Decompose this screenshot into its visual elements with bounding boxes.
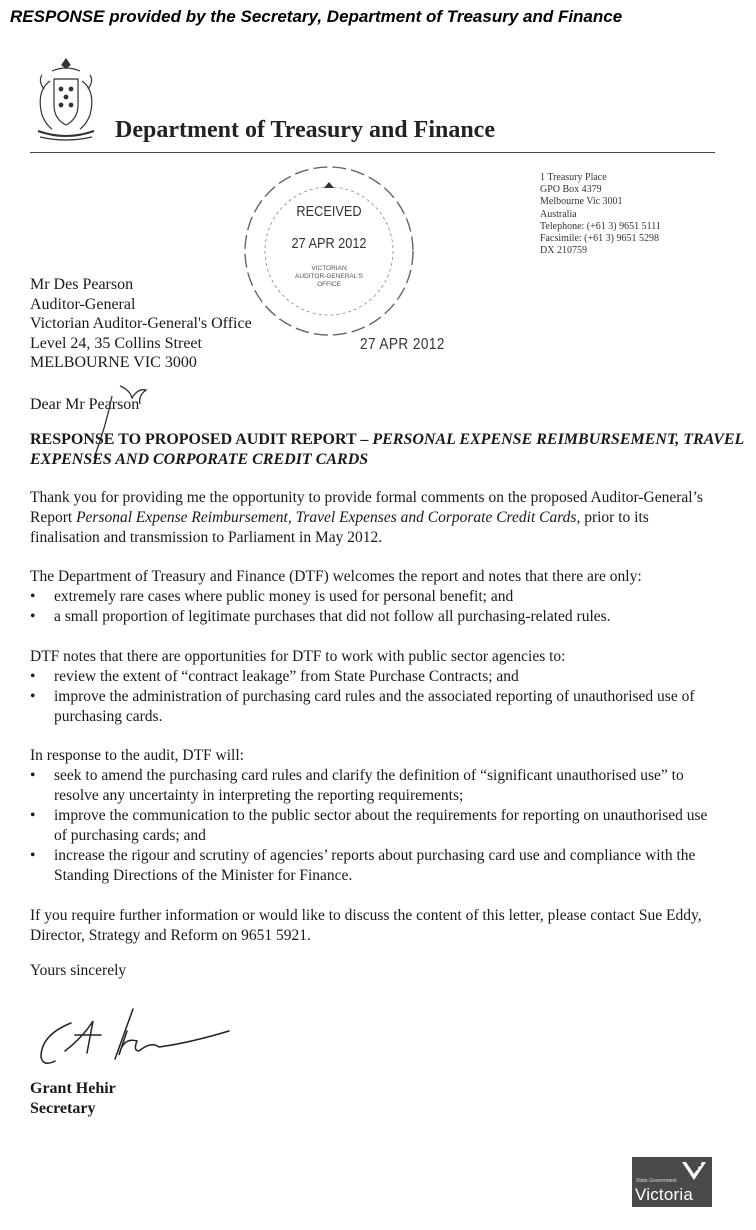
paragraph-5: If you require further information or would like to discuss the content of this letter, please contact Sue Eddy, Director, Strategy and Reform on 9651 5921. bbox=[30, 907, 702, 944]
p1-text-b: , prior to its finalisation and transmission to Parliament in May 2012. bbox=[30, 509, 649, 546]
stamp-received-text: RECEIVED bbox=[296, 201, 362, 220]
salutation: Dear Mr Pearson bbox=[30, 396, 140, 413]
list-item: • improve the communication to the public sector about the requirements for reporting on unauthorised use of purchasing cards; and bbox=[30, 806, 720, 846]
recipient-line: MELBOURNE VIC 3000 bbox=[30, 354, 197, 371]
closing: Yours sincerely bbox=[30, 962, 127, 979]
p2-bullet-list bbox=[30, 587, 720, 627]
stamp-date-text: 27 APR 2012 bbox=[291, 233, 367, 252]
department-title: Department of Treasury and Finance bbox=[115, 117, 495, 143]
p1-text-a: Thank you for providing me the opportunity to provide formal comments on the proposed Auditor-General’s Report bbox=[30, 489, 703, 526]
recipient-line: Victorian Auditor-General's Office bbox=[30, 315, 252, 332]
signer-name: Grant Hehir bbox=[30, 1080, 116, 1097]
paragraph-1 bbox=[30, 488, 720, 548]
department-address bbox=[540, 172, 661, 257]
p1-report-title: Personal Expense Reimbursement, Travel Expenses and Corporate Credit Cards bbox=[76, 509, 577, 526]
signature-image bbox=[35, 995, 270, 1070]
subject-prefix: RESPONSE TO PROPOSED AUDIT REPORT – bbox=[30, 431, 373, 448]
address-line: Australia bbox=[540, 208, 577, 220]
paragraph-3 bbox=[30, 647, 720, 727]
address-line: DX 210759 bbox=[540, 245, 587, 257]
address-line: 1 Treasury Place bbox=[540, 172, 607, 183]
list-item: • improve the administration of purchasing card rules and the associated reporting of unauthorised use of purchasing cards. bbox=[30, 687, 720, 727]
p3-bullet-list bbox=[30, 667, 720, 727]
stamp-office-line: AUDITOR-GENERAL'S bbox=[295, 273, 363, 280]
p3-intro: DTF notes that there are opportunities for DTF to work with public sector agencies to: bbox=[30, 648, 566, 665]
recipient-line: Level 24, 35 Collins Street bbox=[30, 334, 202, 352]
address-line: GPO Box 4379 bbox=[540, 184, 602, 196]
p4-bullet-list bbox=[30, 766, 720, 886]
subject-title: PERSONAL EXPENSE REIMBURSEMENT, TRAVEL EXPENSES AND CORPORATE CREDIT CARDS bbox=[30, 431, 744, 468]
stamp-office-line: OFFICE bbox=[317, 281, 341, 288]
logo-small-text: State Government bbox=[636, 1178, 677, 1184]
signer-title: Secretary bbox=[30, 1100, 96, 1117]
received-stamp bbox=[238, 160, 420, 342]
recipient-line: Auditor-General bbox=[30, 295, 136, 313]
subject-line bbox=[30, 430, 756, 470]
paragraph-2 bbox=[30, 567, 720, 627]
p4-intro: In response to the audit, DTF will: bbox=[30, 747, 244, 764]
address-line: Telephone: (+61 3) 9651 5111 bbox=[540, 220, 661, 232]
address-line: Facsimile: (+61 3) 9651 5298 bbox=[540, 233, 659, 245]
recipient-line: Mr Des Pearson bbox=[30, 276, 134, 293]
stamp-office-line: VICTORIAN bbox=[311, 265, 347, 272]
list-item: • increase the rigour and scrutiny of agencies’ reports about purchasing card use and compliance with the Standing Directions of the Minister for Finance. bbox=[30, 846, 720, 886]
stamp-date-secondary: 27 APR 2012 bbox=[360, 336, 445, 353]
coat-of-arms-icon bbox=[30, 55, 102, 143]
logo-wordmark: Victoria bbox=[635, 1185, 693, 1204]
list-item: • a small proportion of legitimate purchases that did not follow all purchasing-related rules. bbox=[30, 607, 720, 627]
page-caption: RESPONSE provided by the Secretary, Department of Treasury and Finance bbox=[10, 7, 623, 26]
p2-intro: The Department of Treasury and Finance (DTF) welcomes the report and notes that there are only: bbox=[30, 568, 642, 585]
recipient-address bbox=[30, 275, 252, 373]
address-line: Melbourne Vic 3001 bbox=[540, 196, 623, 208]
paragraph-4 bbox=[30, 746, 720, 886]
victoria-v-icon bbox=[680, 1160, 708, 1182]
list-item: • seek to amend the purchasing card rules and clarify the definition of “significant unauthorised use” to resolve any uncertainty in interpreting the reporting requirements; bbox=[30, 766, 720, 806]
header-rule bbox=[30, 152, 715, 153]
list-item: • review the extent of “contract leakage” from State Purchase Contracts; and bbox=[30, 667, 720, 687]
victoria-logo bbox=[632, 1157, 712, 1207]
list-item: • extremely rare cases where public money is used for personal benefit; and bbox=[30, 587, 720, 607]
